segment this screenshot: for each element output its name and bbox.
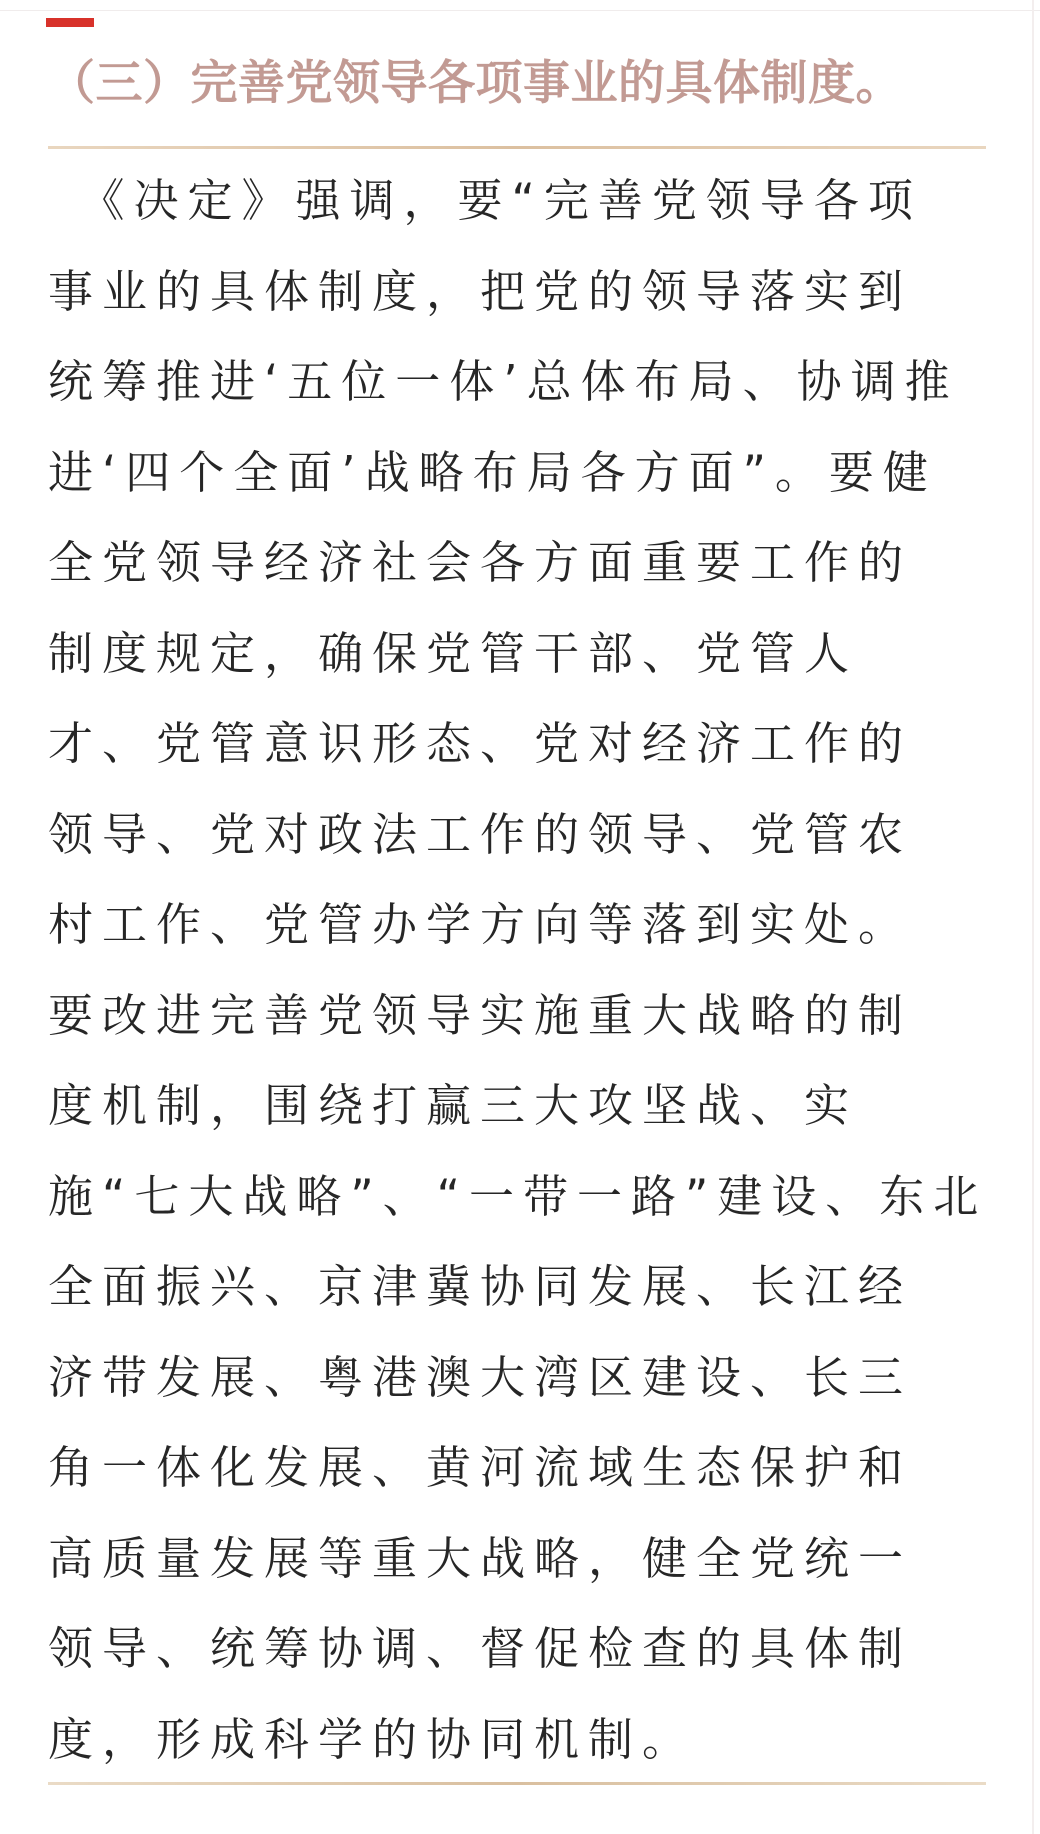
article-line: 事业的具体制度，把党的领导落实到: [48, 264, 913, 318]
article-line: 村工作、党管办学方向等落到实处。: [48, 898, 913, 951]
article-line: 施“七大战略”、“一带一路”建设、东北: [48, 1169, 988, 1223]
article-line: 全党领导经济社会各方面重要工作的: [48, 536, 913, 589]
article-line: 领导、统筹协调、督促检查的具体制: [48, 1622, 913, 1675]
article-body: [48, 156, 988, 1785]
top-border-line: [0, 10, 1040, 11]
article-line: 《决定》强调，要“完善党领导各项: [48, 174, 922, 227]
article-line: 才、党管意识形态、党对经济工作的: [48, 717, 913, 770]
article-line: 度，形成科学的协同机制。: [48, 1712, 697, 1766]
article-line: 角一体化发展、黄河流域生态保护和: [48, 1441, 913, 1494]
section-heading: （三）完善党领导各项事业的具体制度。: [48, 56, 903, 111]
article-line: 济带发展、粤港澳大湾区建设、长三: [48, 1350, 913, 1404]
article-line: 全面振兴、京津冀协同发展、长江经: [48, 1260, 913, 1313]
heading-divider: [48, 146, 986, 149]
section-accent-bar: [46, 18, 94, 27]
article-line: 高质量发展等重大战略，健全党统一: [48, 1531, 913, 1585]
article-line: 度机制，围绕打赢三大攻坚战、实: [48, 1079, 859, 1132]
article-line: 制度规定，确保党管干部、党管人: [48, 626, 859, 680]
article-line: 统筹推进‘五位一体’总体布局、协调推: [48, 355, 959, 408]
article-line: 领导、党对政法工作的领导、党管农: [48, 807, 913, 861]
article-line: 进‘四个全面’战略布局各方面”。要健: [48, 445, 937, 499]
article-line: 要改进完善党领导实施重大战略的制: [48, 988, 913, 1042]
footer-divider: [48, 1782, 986, 1785]
right-border-line: [1032, 0, 1034, 1834]
